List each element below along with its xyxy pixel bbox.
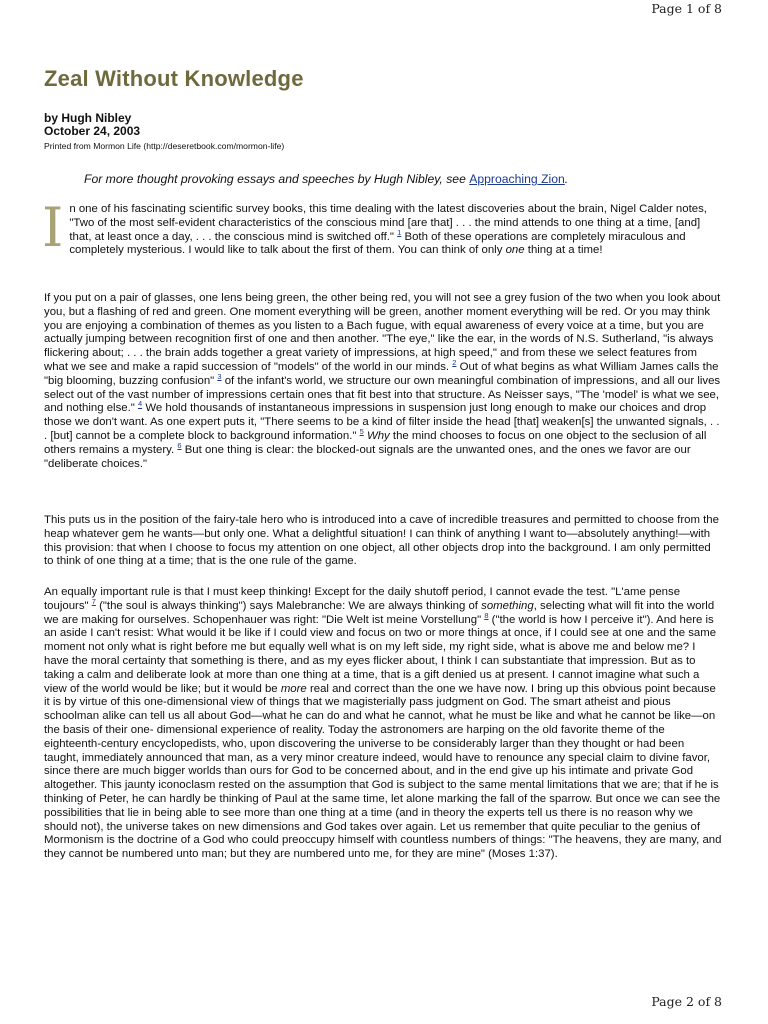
p2-text-e: the mind chooses to focus on one object to the seclusion of all others remains a mystery. (44, 429, 707, 456)
promo-line (84, 172, 568, 186)
paragraph-1 (42, 196, 722, 259)
p4-text-b: ("the soul is always thinking") says Malebranche: We are always thinking of (99, 599, 478, 612)
drop-cap: I (42, 196, 64, 259)
p4-text-d: ("the world is how I perceive it"). And here is an aside I can't resist: What would it be like if I could view and focus on two or more things at once, if I could see at one and the same moment not only what is right before me but equally well what is on my left side, my right side, what is above me and below me? I have the moral certainty that something is there, and as my eyes flicker about, I think I can substantiate that impression. But as to taking a calm and deliberate look at more than one thing at a time, that is a gift denied us at present. I cannot imagine what such a view of the world would be like; but it would be (44, 613, 717, 695)
p1-emphasis: one (505, 244, 525, 257)
p4-emphasis-b: more (280, 682, 307, 695)
author-byline: by Hugh Nibley (44, 111, 132, 125)
p1-text-a: n one of his fascinating scientific survey books, this time dealing with the latest discoveries about the brain, Nigel Calder notes, "Two of the most self-evident characteristics of the conscious mind [are that] . . . the mind attends to one thing at a time, [and] that, at least once a day, . . . the conscious mind is switched off." (69, 203, 707, 243)
p1-text-b: Both of these operations are completely miraculous and completely mysterious. I would like to talk about the first of them. You can think of only (69, 230, 686, 257)
p2-text-c: of the infant's world, we structure our own meaningful combination of impressions, and all our lives select out of the vast number of impressions certain ones that fit best into that structure. As Neisser says, "The 'model' is what we see, and nothing else." (44, 374, 721, 415)
publish-date: October 24, 2003 (44, 124, 141, 138)
p2-text-a: If you put on a pair of glasses, one lens being green, the other being red, you will not see a grey fusion of the two when you look about you, but a flashing of red and green. One moment everything will be green, another moment everything will be red. Or you may think you are enjoying a combination of themes as you listen to a Bach fugue, with equal awareness of every voice at a time, but you are actually jumping between recognition first of one and then another. "The eye," like the ear, in the words of N.S. Sutherland, "is always flickering about; . . . the brain adds together a great variety of impressions, at high speed," and from these we select features from what we see and make a rapid succession of "models" of the world in our minds. (44, 292, 721, 373)
footnote-link-3[interactable]: 3 (217, 371, 222, 381)
p4-emphasis-a: something (481, 599, 534, 612)
p2-emphasis: Why (366, 429, 390, 442)
p2-text-b: Out of what begins as what William James calls the "big blooming, buzzing confusion" (44, 360, 719, 387)
footnote-link-6[interactable]: 6 (177, 440, 182, 450)
p4-text-a: An equally important rule is that I must keep thinking! Except for the daily shutoff period, I cannot evade the test. "L'ame pense toujours" (44, 586, 681, 612)
paragraph-2 (44, 292, 722, 471)
p4-text-e: real and correct than the one we have now. I bring up this obvious point because it is by virtue of this one-dimensional view of things that we magisterially pass judgment on God. The smart atheist and pious schoolman alike can tell us all about God—what he can do and what he cannot, what he must be like and what he cannot be like—on the basis of their one- dimensional experience of reality. Today the astronomers are harping on the old favorite theme of the eighteenth-century encyclopedists, who, upon discovering the universe to be considerably larger than they thought or had been taught, immediately announced that man, as a very minor creature indeed, would have to renounce any special claim to divine favor, since there are much bigger worlds than ours for God to be concerned about, and in the end give up his intimate and private God altogether. This jaunty iconoclasm rested on the assumption that God is subject to the same mental limitations that we are; that if he is thinking of Peter, he can hardly be thinking of Paul at the same time, let alone marking the fall of the sparrow. But once we can see the possibilities that lie in being able to see more than one thing at a time (and in theory the experts tell us there is no reason why we should not), the universe takes on new dimensions and God takes over again. Let us remember that quite peculiar to the genius of Mormonism is the doctrine of a God who could preoccupy himself with countless numbers of things: "The heavens, they are many, and they cannot be numbered unto man; but they are numbered unto me, for they are mine" (Moses 1:37). (44, 682, 722, 861)
footnote-link-5[interactable]: 5 (359, 427, 364, 437)
page-number-top: Page 1 of 8 (651, 1, 722, 16)
paragraph-4 (44, 586, 722, 862)
p2-text-d: We hold thousands of instantaneous impressions in suspension just long enough to make our choices and drop those we don't want. As one expert puts it, "There seems to be a kind of filter inside the head [that] weaken[s] the unwanted signals, . . . [but] cannot be a complete block to background information." (44, 402, 720, 442)
printed-from-source: Printed from Mormon Life (http://deseretbook.com/mormon-life) (44, 141, 285, 151)
p4-text-c: , selecting what will fit into the world we are making for ourselves. Schopenhauer was right: "Die Welt ist meine Vorstellung" (44, 599, 715, 626)
promo-period: . (564, 172, 569, 186)
approaching-zion-link[interactable]: Approaching Zion (469, 172, 565, 186)
article-title: Zeal Without Knowledge (44, 66, 304, 91)
p1-text-c: thing at a time! (527, 244, 603, 257)
promo-text: For more thought provoking essays and speeches by Hugh Nibley, see (84, 172, 466, 186)
footnote-link-8[interactable]: 8 (484, 610, 489, 620)
page-number-bottom: Page 2 of 8 (651, 994, 722, 1009)
footnote-link-1[interactable]: 1 (397, 227, 402, 237)
paragraph-3: This puts us in the position of the fairy-tale hero who is introduced into a cave of incredible treasures and permitted to choose from the heap whatever gem he wants—but only one. What a delightful situation! I can think of anything I want to—absolutely anything!—with this provision: that when I choose to focus my attention on one object, all other objects drop into the background. I am only permitted to think of one thing at a time; that is the one rule of the game. (44, 514, 719, 568)
footnote-link-2[interactable]: 2 (452, 358, 457, 368)
p2-text-f: But one thing is clear: the blocked-out signals are the unwanted ones, and the ones we favor are our "deliberate choices." (44, 443, 691, 470)
footnote-link-7[interactable]: 7 (91, 597, 96, 606)
footnote-link-4[interactable]: 4 (137, 399, 143, 409)
